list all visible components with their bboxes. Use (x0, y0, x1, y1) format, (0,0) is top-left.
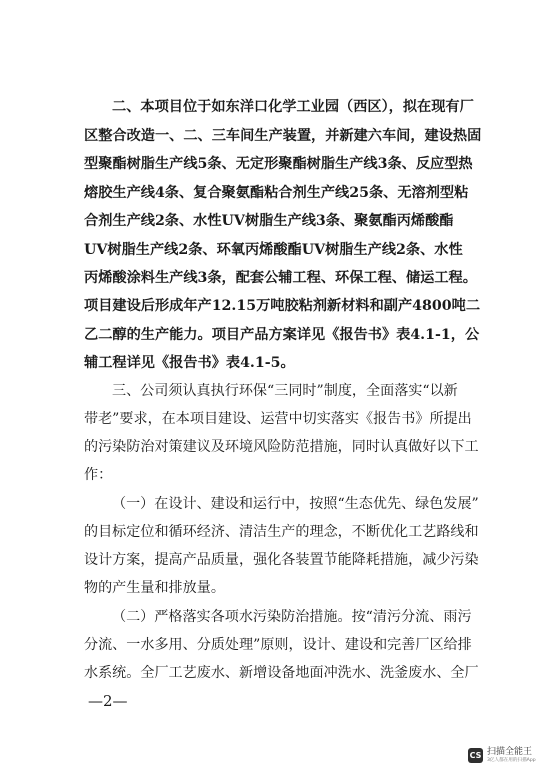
text-line: 物的产生量和排放量。 (84, 580, 225, 596)
text-line: （一）在设计、建设和运行中，按照“生态优先、绿色发展” (112, 496, 479, 512)
text-line: 作： (84, 467, 113, 483)
text-line: 带老”要求，在本项目建设、运营中切实落实《报告书》所提出 (84, 411, 472, 427)
page-number: —2— (88, 692, 128, 710)
text-line: 二、本项目位于如东洋口化学工业园（西区），拟在现有厂 (112, 99, 474, 115)
watermark-subtitle: 3亿人都在用的扫描App (487, 758, 536, 763)
text-line: 的目标定位和循环经济、清洁生产的理念，不断优化工艺路线和 (84, 524, 479, 540)
text-line: 乙二醇的生产能力。项目产品方案详见《报告书》表4.1-1，公 (84, 327, 480, 343)
text-line: 合剂生产线2条、水性UV树脂生产线3条、聚氨酯丙烯酸酯 (84, 213, 454, 229)
text-line: （二）严格落实各项水污染防治措施。按“清污分流、雨污 (112, 609, 472, 625)
text-line: 分流、一水多用、分质处理”原则，设计、建设和完善厂区给排 (84, 637, 472, 653)
text-line: 熔胶生产线4条、复合聚氨酯粘合剂生产线25条、无溶剂型粘 (84, 185, 469, 201)
text-line: 的污染防治对策建议及环境风险防范措施，同时认真做好以下工 (84, 439, 479, 455)
camscanner-logo-icon: CS (468, 748, 483, 763)
text-line: 设计方案，提高产品质量，强化各装置节能降耗措施，减少污染 (84, 552, 479, 568)
text-line: 丙烯酸涂料生产线3条，配套公辅工程、环保工程、储运工程。 (84, 270, 477, 286)
watermark-title: 扫描全能王 (487, 747, 533, 757)
text-line: 区整合改造一、二、三车间生产装置，并新建六车间，建设热固 (84, 128, 482, 144)
text-line: UV树脂生产线2条、环氧丙烯酸酯UV树脂生产线2条、水性 (84, 242, 463, 258)
watermark-text (487, 748, 536, 764)
scanner-watermark (468, 748, 536, 764)
text-line: 水系统。全厂工艺废水、新增设备地面冲洗水、洗釜废水、全厂 (84, 665, 479, 681)
text-line: 辅工程详见《报告书》表4.1-5。 (84, 355, 295, 371)
text-line: 项目建设后形成年产12.15万吨胶粘剂新材料和副产4800吨二 (84, 298, 481, 314)
text-line: 三、公司须认真执行环保“三同时”制度，全面落实“以新 (112, 383, 458, 399)
text-line: 型聚酯树脂生产线5条、无定形聚酯树脂生产线3条、反应型热 (84, 156, 473, 172)
